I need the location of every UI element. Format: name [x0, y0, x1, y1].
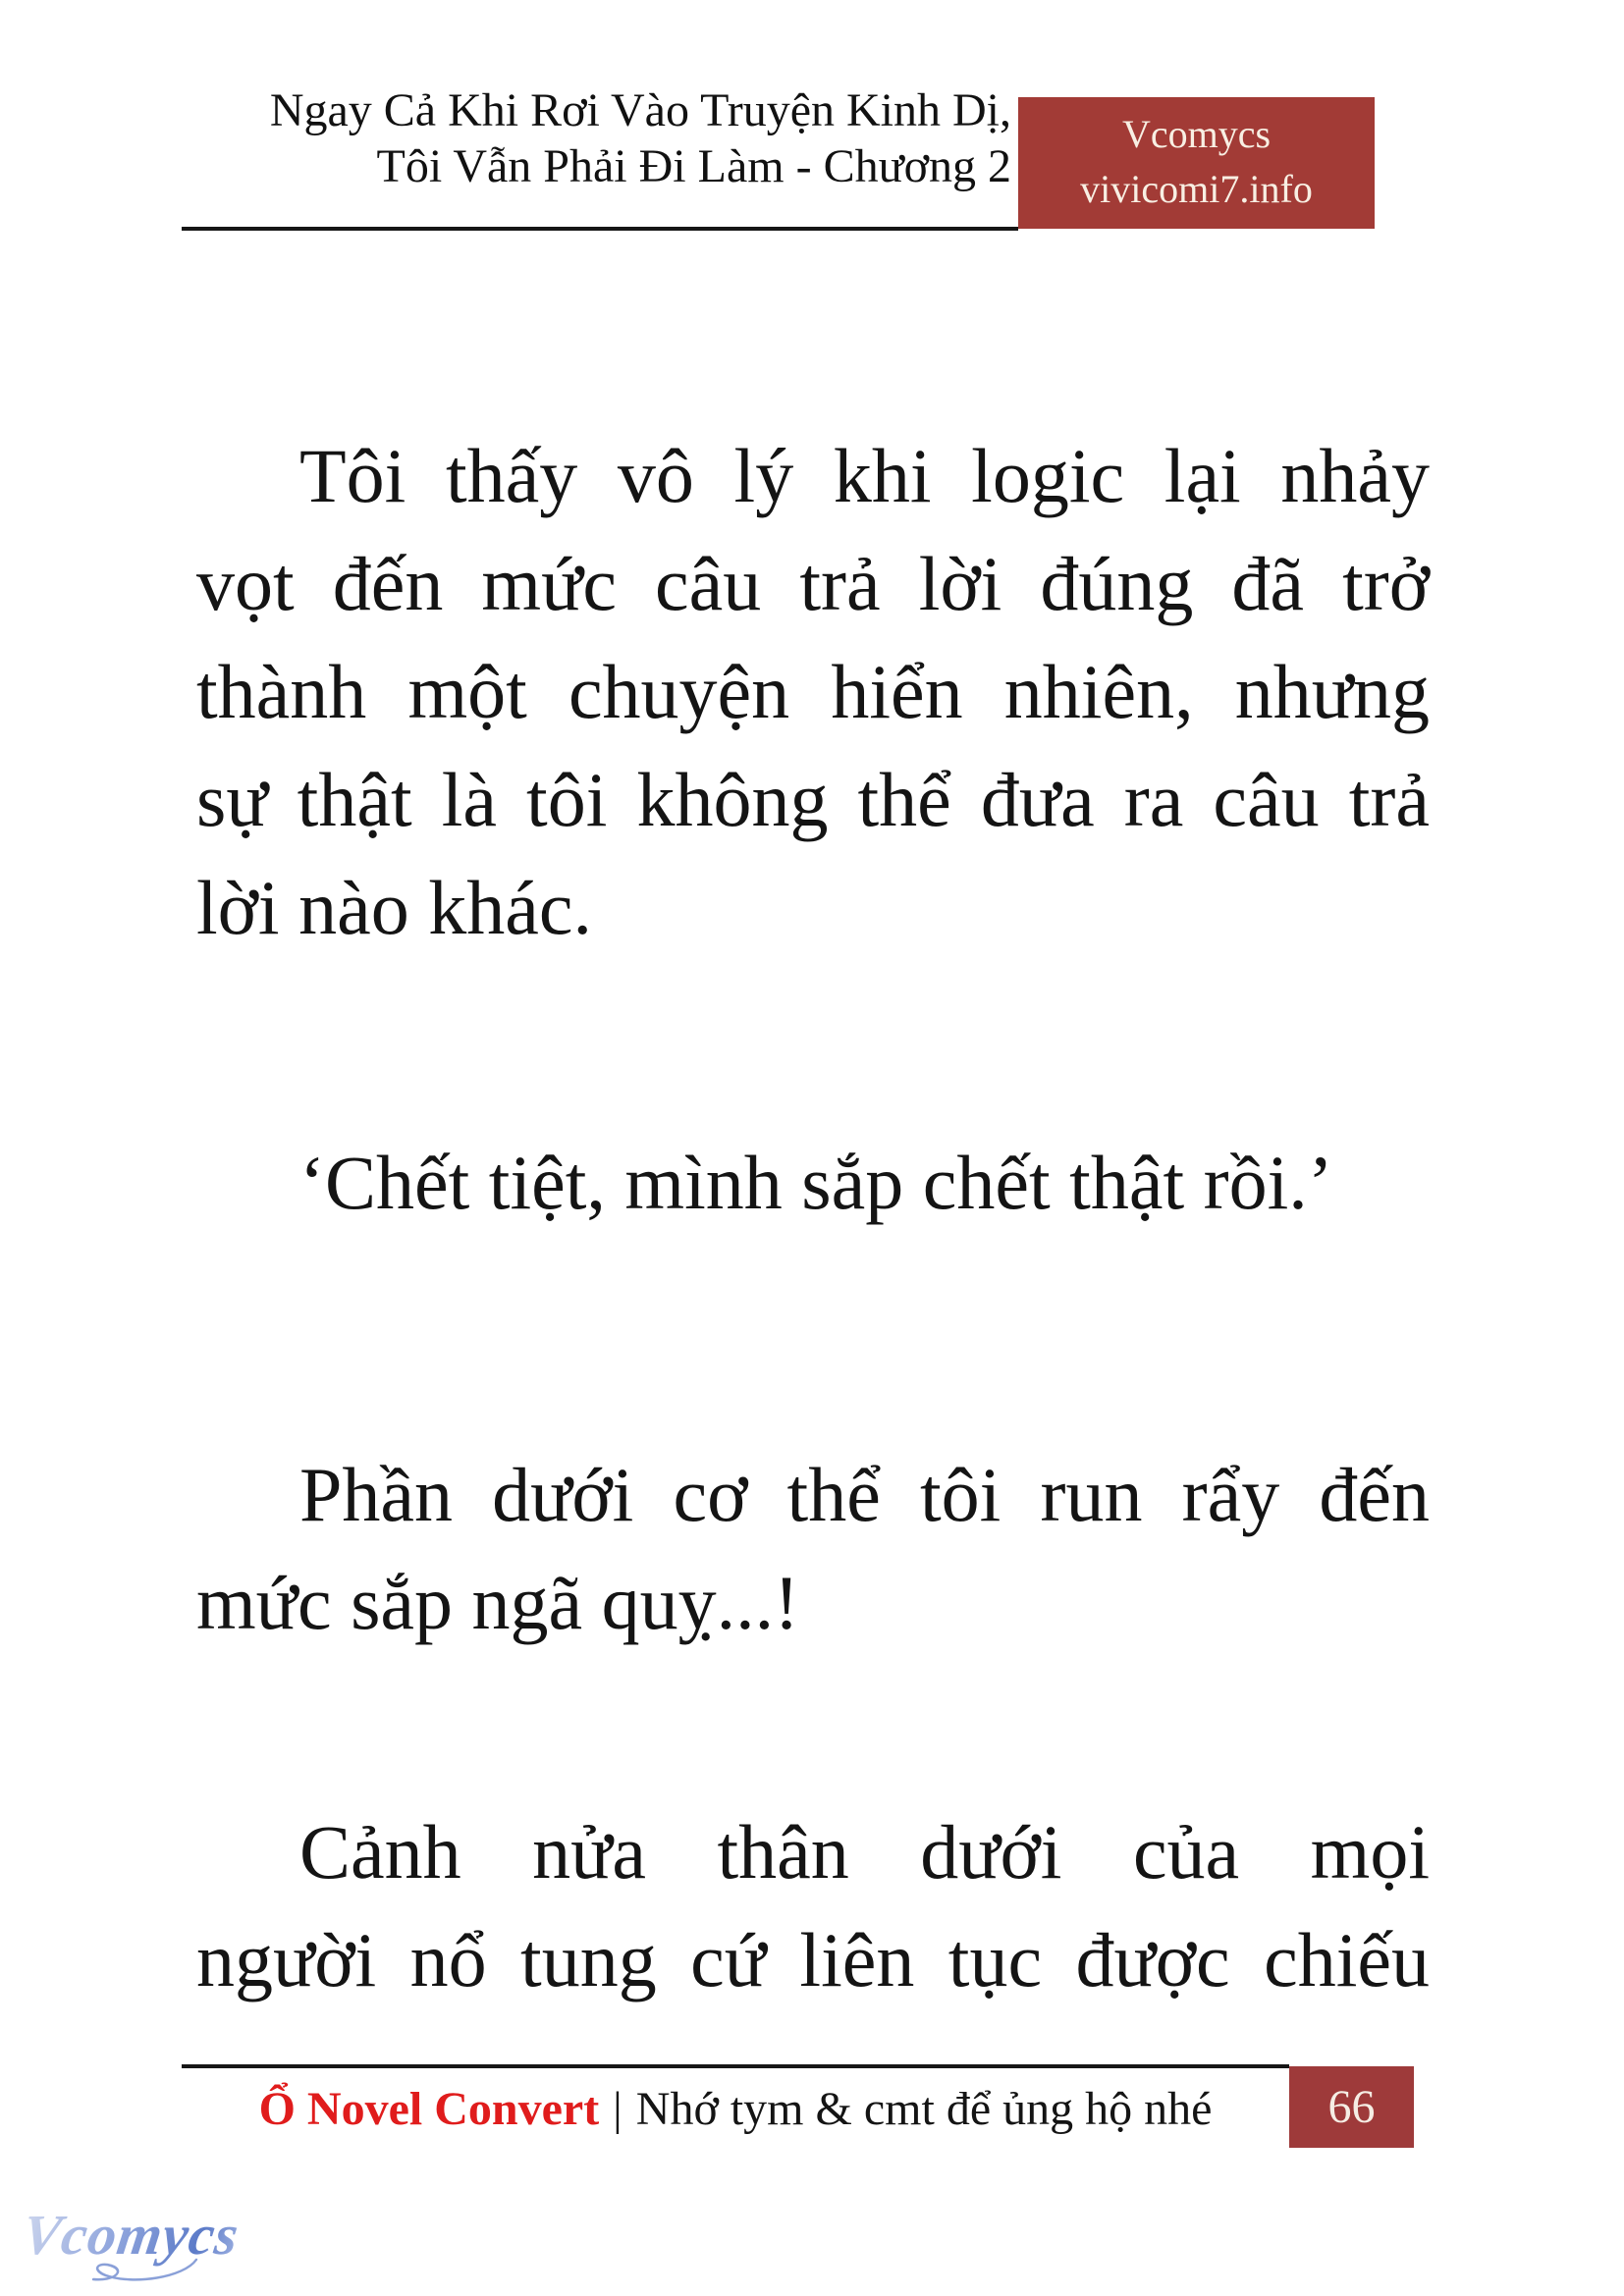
title-line-1: Ngay Cả Khi Rơi Vào Truyện Kinh Dị,: [269, 84, 1011, 136]
site-badge: [1018, 97, 1375, 229]
paragraph-1: [196, 422, 1430, 962]
footer-separator: |: [613, 2082, 623, 2135]
text-line: thành một chuyện hiển nhiên, nhưng: [196, 649, 1430, 734]
footer-support-note: Nhớ tym & cmt để ủng hộ nhé: [635, 2082, 1213, 2135]
text-line: người nổ tung cứ liên tục được chiếu: [196, 1917, 1430, 2002]
page-title: [182, 82, 1011, 194]
paragraph-2: [196, 1129, 1430, 1237]
page-number: 66: [1327, 2081, 1376, 2133]
watermark-text: Vcomycs: [18, 2203, 244, 2267]
site-name: Vcomycs: [1121, 112, 1272, 156]
page-number-badge: [1289, 2066, 1414, 2148]
text-line: vọt đến mức câu trả lời đúng đã trở: [196, 541, 1430, 626]
header-divider: [182, 227, 1018, 231]
footer: [182, 2068, 1289, 2149]
text-line: lời nào khác.: [196, 865, 592, 950]
site-url: vivicomi7.info: [1080, 167, 1313, 211]
text-line: mức sắp ngã quỵ...!: [196, 1560, 800, 1645]
title-line-2: Tôi Vẫn Phải Đi Làm - Chương 2: [376, 140, 1011, 192]
text-line: Cảnh nửa thân dưới của mọi: [299, 1809, 1430, 1895]
text-line: ‘Chết tiệt, mình sắp chết thật rồi.’: [299, 1140, 1333, 1225]
paragraph-3: [196, 1441, 1430, 1657]
text-line: Phần dưới cơ thể tôi run rẩy đến: [299, 1452, 1430, 1537]
text-line: Tôi thấy vô lý khi logic lại nhảy: [299, 433, 1430, 518]
footer-brand-label: Ổ Novel Convert: [258, 2082, 600, 2135]
text-line: sự thật là tôi không thể đưa ra câu trả: [196, 757, 1430, 842]
paragraph-4: [196, 1798, 1430, 2014]
vcomycs-watermark-logo: [17, 2203, 244, 2283]
